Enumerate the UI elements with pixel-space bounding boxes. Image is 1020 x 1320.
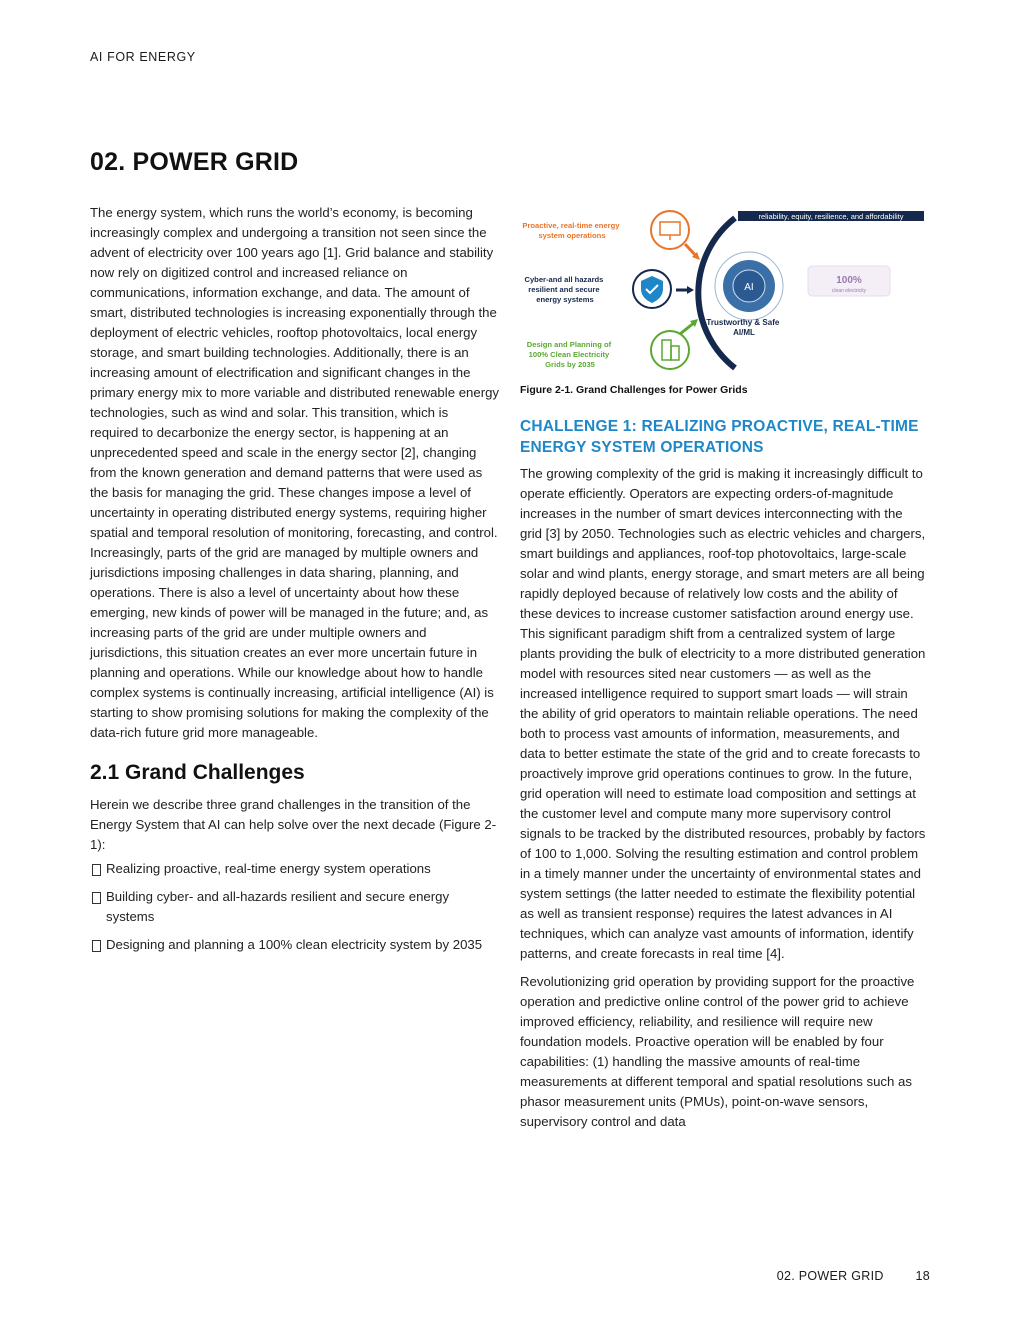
- list-item-text: Realizing proactive, real-time energy system operations: [106, 861, 431, 876]
- list-item-text: Designing and planning a 100% clean electricity system by 2035: [106, 937, 483, 952]
- intro-paragraph: The energy system, which runs the world’s economy, is becoming increasingly complex and undergoing a transition not seen since the advent of electricity over 100 years ago [1]. Grid balance and stability now rely on digitized control and increased reliance on communications, information exchange, and data. The amount of smart, distributed technologies is increasing exponentially through the deployment of electric vehicles, rooftop photovoltaics, local energy storage, and smart building technologies. Additionally, there is an increasing amount of electrification and significant changes in the primary energy mix to more variable and distributed renewable energy technologies, such as wind and solar. This transition, which is required to decarbonize the energy sector, is happening at an unprecedented speed and scale in the energy sector [2], changing from the known generation and demand patterns that were used as the basis for managing the grid. These changes impose a level of uncertainty in operating distributed energy systems, requiring higher spatial and temporal resolution of monitoring, forecasting, and control. Increasingly, parts of the grid are managed by multiple owners and jurisdictions imposing challenges in data sharing, planning, and operations. There is also a level of uncertainty about how these emerging, new kinds of power will be managed in the future; and, as increasing parts of the grid are under multiple owners and jurisdictions, this situation creates an ever more uncertain future in planning and operations. While our knowledge about how to handle complex systems is continually increasing, artificial intelligence (AI) is starting to show promising solutions for making the complexity of the data-rich future grid more manageable.: [90, 205, 500, 740]
- right-column: [520, 200, 928, 1132]
- building-icon-circle: [651, 331, 689, 369]
- ai-text: AI: [744, 282, 754, 293]
- label-design: [527, 340, 614, 369]
- challenge-1-paragraph-2: Revolutionizing grid operation by providing support for the proactive operation and predictive online control of the power grid to achieve improved efficiency, reliability, and resilience will require new foundation models. Proactive operation will be enabled by four capabilities: (1) handling the massive amounts of real-time measurements at different temporal and spatial resolutions such as phasor measurement units (PMUs), point-on-wave sensors, supervisory control and data: [520, 974, 915, 1129]
- figure-diagram: [520, 200, 928, 378]
- label-design-line-1: Design and Planning of: [526, 340, 612, 349]
- badge-value: 100%: [836, 275, 862, 286]
- running-header: AI FOR ENERGY: [90, 50, 196, 64]
- label-cyber-line-3: energy systems: [536, 295, 594, 304]
- bullet-box-icon: [92, 892, 101, 904]
- badge-sub: clean electricity: [831, 288, 867, 294]
- label-cyber-line-1: Cyber-and all hazards: [524, 275, 604, 284]
- footer-section: 02. POWER GRID: [776, 1269, 884, 1283]
- challenge-1-paragraph-1: The growing complexity of the grid is making it increasingly difficult to operate efficiently. Operators are expecting orders-of-magnitude increases in the number of smart devices interconnecting with the grid [3] by 2050. Technologies such as electric vehicles and chargers, smart buildings and appliances, roof-top photovoltaics, large-scale solar and wind plants, energy storage, and smart meters are all being rapidly deployed because of relatively low costs and the ability of these devices to increase customer satisfaction around energy use. This significant paradigm shift from a centralized system of large plants providing the bulk of electricity to a more distributed generation model with resources sited near customers — as well as the increased intelligence required to support smart loads — will strain the ability of grid operators to maintain reliable operations. The need both to process vast amounts of information, measurements, and data to better estimate the state of the grid and to create forecasts to proactively improve grid operations continues to grow. In the future, grid operation will need to estimate load composition and settings at the customer level and compute many more supervisory control signals to be tracked by the distributed resources, probably by factors of 100 to 1,000. Solving the resulting estimation and control problem in a timely manner under the uncertainty of environmental states and system settings (the latter needed to estimate the flexibility potential as well as transient response) requires the latest advances in AI techniques, which can analyze vast amounts of information, identify patterns, and create forecasts in real time [4].: [520, 466, 926, 961]
- label-proactive-line-1: Proactive, real-time energy: [522, 221, 620, 230]
- monitor-icon-circle: [651, 211, 689, 249]
- banner-text: reliability, equity, resilience, and affordability: [758, 212, 904, 221]
- list-item: [90, 935, 500, 955]
- label-trustworthy-line-2: AI/ML: [733, 328, 755, 337]
- figure-caption: Figure 2-1. Grand Challenges for Power Grids: [520, 384, 748, 396]
- label-proactive-line-2: system operations: [538, 231, 606, 240]
- subsection-title: 2.1 Grand Challenges: [90, 761, 305, 784]
- label-cyber-line-2: resilient and secure: [528, 285, 600, 294]
- list-item: [90, 887, 500, 927]
- navy-arrowhead-icon: [687, 286, 694, 294]
- page-footer: [777, 1269, 930, 1283]
- label-design-line-3: Grids by 2035: [545, 360, 595, 369]
- label-proactive: [522, 221, 621, 240]
- list-item: [90, 859, 500, 879]
- label-cyber: [524, 275, 605, 304]
- page-number: 18: [915, 1269, 930, 1283]
- challenge-1-title: CHALLENGE 1: REALIZING PROACTIVE, REAL-TIME ENERGY SYSTEM OPERATIONS: [520, 418, 919, 456]
- section-title: 02. POWER GRID: [90, 148, 299, 176]
- list-item-text: Building cyber- and all-hazards resilient and secure energy systems: [106, 889, 450, 924]
- bullet-box-icon: [92, 864, 101, 876]
- left-column: [90, 203, 500, 963]
- challenge-list: [90, 859, 500, 955]
- grand-challenges-figure: [520, 200, 928, 378]
- label-trustworthy: [706, 318, 781, 337]
- grand-challenges-intro: Herein we describe three grand challenges in the transition of the Energy System that AI can help solve over the next decade (Figure 2-1):: [90, 797, 497, 852]
- label-design-line-2: 100% Clean Electricity: [528, 350, 610, 359]
- label-trustworthy-line-1: Trustworthy & Safe: [706, 318, 780, 327]
- bullet-box-icon: [92, 940, 101, 952]
